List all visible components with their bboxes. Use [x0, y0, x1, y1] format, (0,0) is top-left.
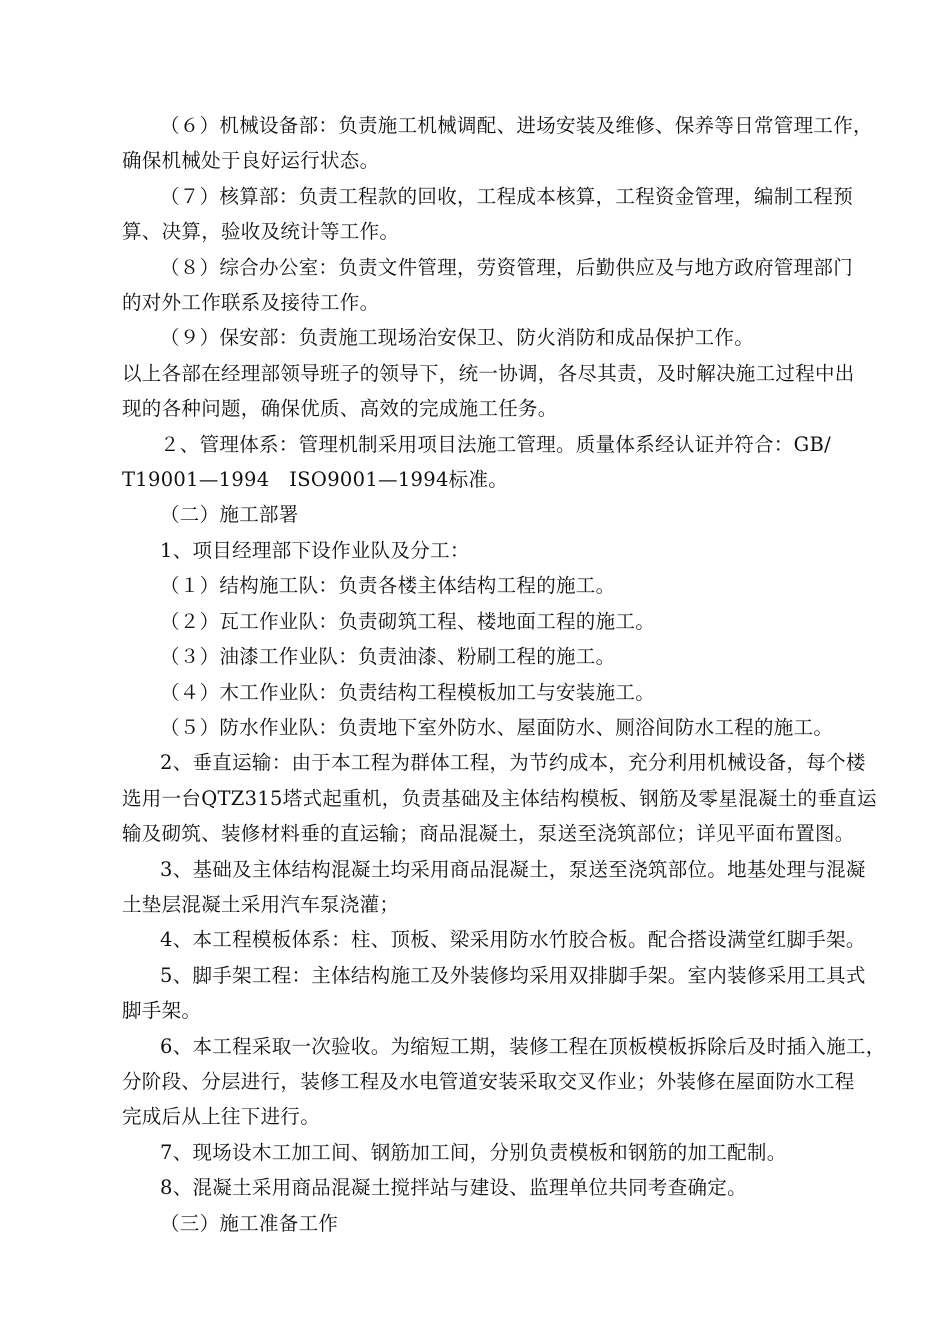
text-line: 输及砌筑、装修材料垂的直运输；商品混凝土，泵送至浇筑部位；详见平面布置图。 — [122, 822, 855, 845]
text-line: （６）机械设备部：负责施工机械调配、进场安装及维修、保养等日常管理工作， — [160, 114, 873, 137]
text-line: 1、项目经理部下设作业队及分工： — [160, 539, 470, 562]
text-line: 4、本工程模板体系：柱、顶板、梁采用防水竹胶合板。配合搭设满堂红脚手架。 — [160, 928, 866, 951]
text-line: （７）核算部：负责工程款的回收，工程成本核算，工程资金管理，编制工程预 — [160, 185, 854, 208]
text-line: 的对外工作联系及接待工作。 — [122, 291, 380, 314]
text-line: （９）保安部：负责施工现场治安保卫、防火消防和成品保护工作。 — [160, 326, 755, 349]
text-line: 现的各种问题，确保优质、高效的完成施工任务。 — [122, 397, 558, 420]
text-line: ２、管理体系：管理机制采用项目法施工管理。质量体系经认证并符合：GB/ — [160, 433, 831, 456]
text-line: （８）综合办公室：负责文件管理，劳资管理，后勤供应及与地方政府管理部门 — [160, 256, 854, 279]
text-line: 5、脚手架工程：主体结构施工及外装修均采用双排脚手架。室内装修采用工具式 — [160, 964, 866, 987]
text-line: 2、垂直运输：由于本工程为群体工程，为节约成本，充分利用机械设备，每个楼 — [160, 751, 866, 774]
text-line: 确保机械处于良好运行状态。 — [122, 149, 380, 172]
text-line: 3、基础及主体结构混凝土均采用商品混凝土，泵送至浇筑部位。地基处理与混凝 — [160, 858, 866, 881]
text-line: （２）瓦工作业队：负责砌筑工程、楼地面工程的施工。 — [160, 610, 656, 633]
text-line: （３）油漆工作业队：负责油漆、粉刷工程的施工。 — [160, 645, 616, 668]
text-line: 以上各部在经理部领导班子的领导下，统一协调，各尽其责，及时解决施工过程中出 — [122, 362, 855, 385]
text-line: 6、本工程采取一次验收。为缩短工期，装修工程在顶板模板拆除后及时插入施工， — [160, 1035, 886, 1058]
text-line: T19001—1994 ISO9001—1994标准。 — [122, 468, 509, 491]
text-line: （５）防水作业队：负责地下室外防水、屋面防水、厕浴间防水工程的施工。 — [160, 716, 834, 739]
text-line: 分阶段、分层进行，装修工程及水电管道安装采取交叉作业；外装修在屋面防水工程 — [122, 1070, 855, 1093]
text-line: 选用一台QTZ315塔式起重机，负责基础及主体结构模板、钢筋及零星混凝土的垂直运 — [122, 787, 877, 810]
text-line: （４）木工作业队：负责结构工程模板加工与安装施工。 — [160, 681, 656, 704]
text-line: 完成后从上往下进行。 — [122, 1105, 321, 1128]
text-line: （１）结构施工队：负责各楼主体结构工程的施工。 — [160, 574, 616, 597]
text-line: 7、现场设木工加工间、钢筋加工间，分别负责模板和钢筋的加工配制。 — [160, 1141, 787, 1164]
section-heading: （二）施工部署 — [160, 503, 299, 526]
text-line: 脚手架。 — [122, 999, 202, 1022]
text-line: 土垫层混凝土采用汽车泵浇灌； — [122, 893, 400, 916]
text-line: 8、混凝土采用商品混凝土搅拌站与建设、监理单位共同考查确定。 — [160, 1176, 747, 1199]
section-heading: （三）施工准备工作 — [160, 1212, 339, 1235]
text-line: 算、决算，验收及统计等工作。 — [122, 220, 400, 243]
